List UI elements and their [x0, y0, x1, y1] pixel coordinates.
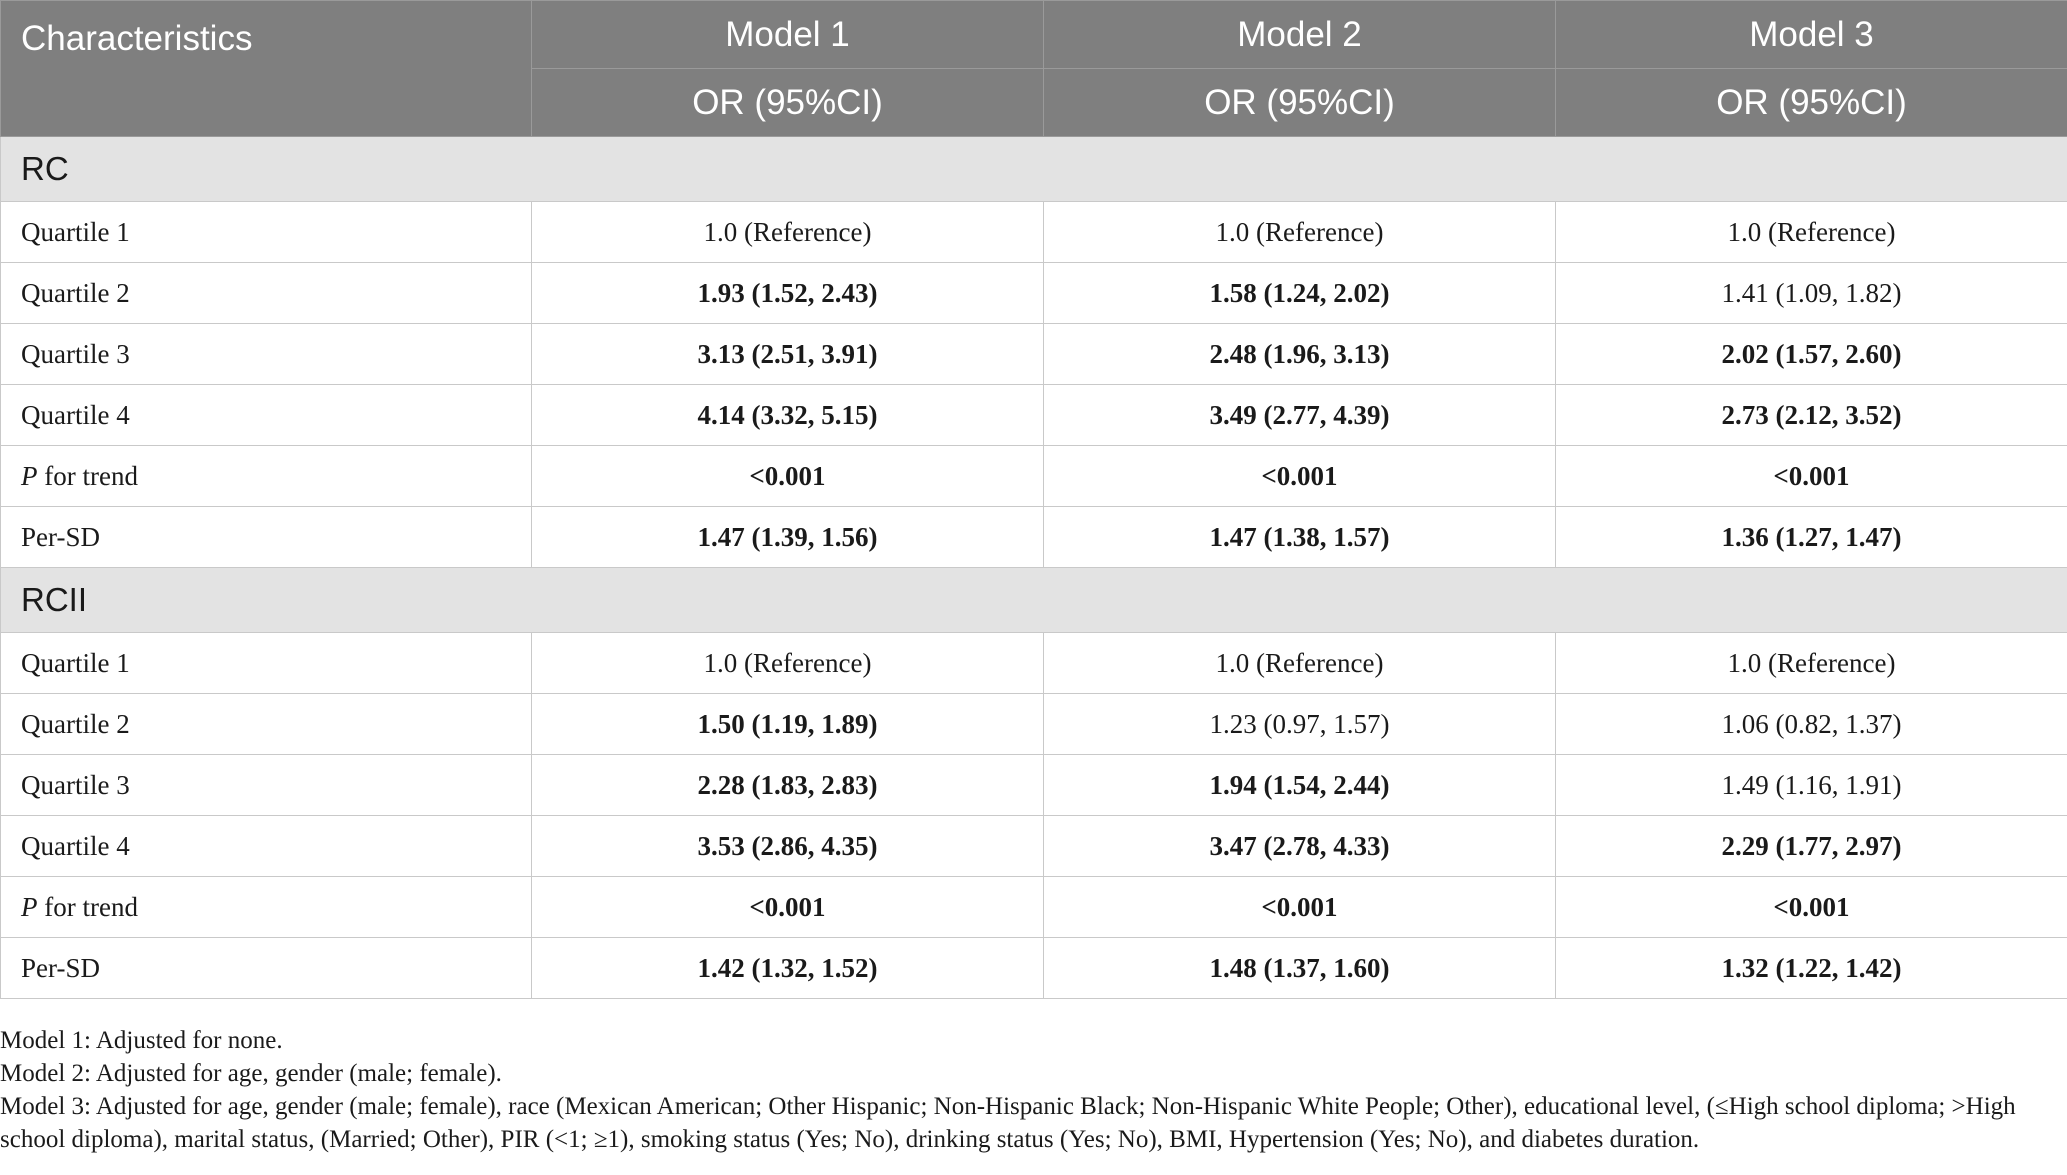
- row-label-italic: P: [21, 460, 38, 491]
- table-row: [1, 263, 2067, 324]
- row-label: Quartile 4: [1, 816, 532, 877]
- cell-model-3: 2.29 (1.77, 2.97): [1556, 816, 2067, 877]
- section-row: [1, 568, 2067, 633]
- cell-model-2: 1.23 (0.97, 1.57): [1044, 694, 1556, 755]
- table-row: [1, 446, 2067, 507]
- cell-model-1: 1.0 (Reference): [532, 633, 1044, 694]
- cell-model-1: 3.53 (2.86, 4.35): [532, 816, 1044, 877]
- row-label: Quartile 4: [1, 385, 532, 446]
- header-model-2: Model 2: [1044, 1, 1556, 69]
- cell-model-3: 1.36 (1.27, 1.47): [1556, 507, 2067, 568]
- table-row: [1, 633, 2067, 694]
- cell-model-1: 4.14 (3.32, 5.15): [532, 385, 1044, 446]
- cell-model-3: <0.001: [1556, 877, 2067, 938]
- cell-model-3: 1.06 (0.82, 1.37): [1556, 694, 2067, 755]
- cell-model-3: <0.001: [1556, 446, 2067, 507]
- table-row: [1, 202, 2067, 263]
- table-row: [1, 507, 2067, 568]
- row-label: Per-SD: [1, 507, 532, 568]
- cell-model-3: 2.02 (1.57, 2.60): [1556, 324, 2067, 385]
- cell-model-3: 1.0 (Reference): [1556, 202, 2067, 263]
- cell-model-1: 1.0 (Reference): [532, 202, 1044, 263]
- footnote-model-1: Model 1: Adjusted for none.: [0, 1027, 283, 1054]
- header-or-model-2: OR (95%CI): [1044, 69, 1556, 137]
- cell-model-2: 3.49 (2.77, 4.39): [1044, 385, 1556, 446]
- row-label: Quartile 1: [1, 202, 532, 263]
- cell-model-2: 2.48 (1.96, 3.13): [1044, 324, 1556, 385]
- cell-model-2: 1.0 (Reference): [1044, 633, 1556, 694]
- cell-model-1: 1.47 (1.39, 1.56): [532, 507, 1044, 568]
- row-label-italic: P: [21, 891, 38, 922]
- section-title: RCII: [1, 568, 2067, 633]
- table-row: [1, 938, 2067, 999]
- header-row-models: [1, 1, 2067, 69]
- table-row: [1, 324, 2067, 385]
- row-label: Per-SD: [1, 938, 532, 999]
- table-footnotes: [0, 1018, 2060, 1156]
- table-body: [1, 137, 2067, 999]
- cell-model-1: <0.001: [532, 877, 1044, 938]
- section-title: RC: [1, 137, 2067, 202]
- table-row: [1, 385, 2067, 446]
- cell-model-2: 1.94 (1.54, 2.44): [1044, 755, 1556, 816]
- cell-model-1: 3.13 (2.51, 3.91): [532, 324, 1044, 385]
- cell-model-2: <0.001: [1044, 877, 1556, 938]
- cell-model-3: 1.32 (1.22, 1.42): [1556, 938, 2067, 999]
- cell-model-2: 1.48 (1.37, 1.60): [1044, 938, 1556, 999]
- cell-model-1: 2.28 (1.83, 2.83): [532, 755, 1044, 816]
- cell-model-1: <0.001: [532, 446, 1044, 507]
- row-label: Quartile 2: [1, 694, 532, 755]
- cell-model-1: 1.93 (1.52, 2.43): [532, 263, 1044, 324]
- row-label: Quartile 3: [1, 755, 532, 816]
- cell-model-3: 1.0 (Reference): [1556, 633, 2067, 694]
- row-label: Quartile 1: [1, 633, 532, 694]
- table-row: [1, 816, 2067, 877]
- row-label: Quartile 3: [1, 324, 532, 385]
- cell-model-1: 1.42 (1.32, 1.52): [532, 938, 1044, 999]
- cell-model-1: 1.50 (1.19, 1.89): [532, 694, 1044, 755]
- footnote-model-3: Model 3: Adjusted for age, gender (male; female), race (Mexican American; Other Hispanic; Non-Hispanic Black; Non-Hispanic White People; Other), educational level, (≤High school diploma; >High school diploma), marital status, (Married; Other), PIR (<1; ≥1), smoking status (Yes; No), drinking status (Yes; No), BMI, Hypertension (Yes; No), and diabetes duration.: [0, 1093, 2016, 1153]
- table-row: [1, 877, 2067, 938]
- row-label: [1, 446, 532, 507]
- footnote-model-2: Model 2: Adjusted for age, gender (male; female).: [0, 1060, 502, 1087]
- cell-model-3: 2.73 (2.12, 3.52): [1556, 385, 2067, 446]
- row-label: [1, 877, 532, 938]
- cell-model-2: 1.58 (1.24, 2.02): [1044, 263, 1556, 324]
- header-model-1: Model 1: [532, 1, 1044, 69]
- header-or-model-1: OR (95%CI): [532, 69, 1044, 137]
- header-model-3: Model 3: [1556, 1, 2067, 69]
- cell-model-3: 1.41 (1.09, 1.82): [1556, 263, 2067, 324]
- cell-model-2: 3.47 (2.78, 4.33): [1044, 816, 1556, 877]
- header-characteristics: Characteristics: [1, 1, 532, 137]
- cell-model-2: 1.47 (1.38, 1.57): [1044, 507, 1556, 568]
- cell-model-3: 1.49 (1.16, 1.91): [1556, 755, 2067, 816]
- row-label-rest: for trend: [37, 891, 138, 922]
- header-or-model-3: OR (95%CI): [1556, 69, 2067, 137]
- row-label-rest: for trend: [37, 460, 138, 491]
- cell-model-2: 1.0 (Reference): [1044, 202, 1556, 263]
- cell-model-2: <0.001: [1044, 446, 1556, 507]
- section-row: [1, 137, 2067, 202]
- table-row: [1, 694, 2067, 755]
- table-row: [1, 755, 2067, 816]
- row-label: Quartile 2: [1, 263, 532, 324]
